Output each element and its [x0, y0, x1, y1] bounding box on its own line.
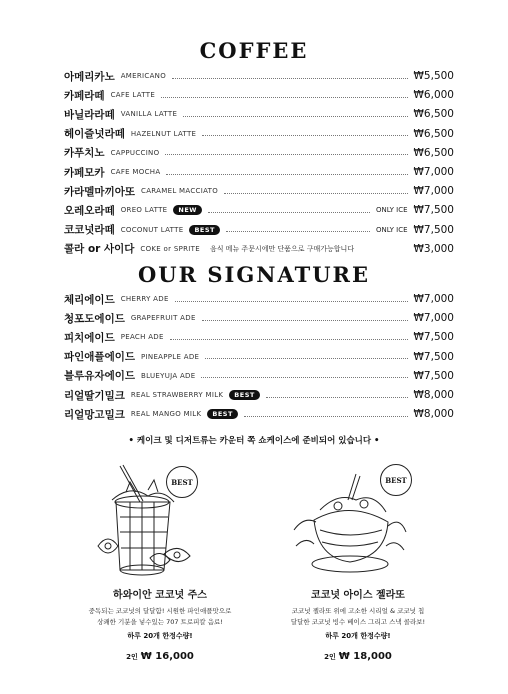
- menu-item-row: [64, 86, 454, 104]
- menu-item-row: [64, 240, 454, 258]
- coffee-section-title: COFFEE: [199, 38, 309, 63]
- product-price-value: ₩ 18,000: [338, 651, 392, 662]
- menu-item-english-name: VANILLA LATTE: [120, 110, 178, 119]
- menu-item-english-name: PINEAPPLE ADE: [141, 352, 200, 361]
- menu-item-korean-name: 오레오라떼: [64, 204, 115, 217]
- menu-item-row: [64, 163, 454, 181]
- menu-item-korean-name: 리얼딸기밀크: [64, 389, 125, 402]
- menu-item-price: ₩7,000: [413, 166, 454, 178]
- product-info-coconut-gelato: [278, 582, 438, 662]
- product-info-coconut-juice: [80, 582, 240, 662]
- dotted-leader: [208, 212, 370, 213]
- product-desc-line: 중독되는 코코넛의 달달함! 시원한 파인애플맛으로: [88, 607, 232, 615]
- menu-item-price: ₩6,500: [413, 146, 454, 159]
- menu-item-row: [64, 309, 454, 327]
- menu-item-note: ONLY ICE: [375, 225, 408, 234]
- menu-item-korean-name: 청포도에이드: [64, 312, 125, 325]
- menu-item-row: [64, 125, 454, 143]
- menu-item-row: [64, 182, 454, 200]
- menu-item-korean-name: 코코넛라떼: [64, 224, 115, 237]
- menu-item-korean-name: 리얼망고밀크: [64, 408, 125, 421]
- product-description: [278, 606, 438, 628]
- menu-item-price: ₩7,500: [413, 369, 454, 382]
- menu-item-english-name: PEACH ADE: [120, 333, 164, 342]
- menu-item-row: [64, 386, 454, 404]
- menu-item-row: [64, 221, 454, 239]
- menu-item-price: ₩8,000: [413, 389, 454, 401]
- menu-item-row: [64, 201, 454, 219]
- menu-item-row: [64, 67, 454, 85]
- product-price-value: ₩ 16,000: [140, 651, 194, 662]
- product-serving: 2인: [126, 653, 138, 661]
- product-limit: 하루 20개 한정수량!: [325, 632, 391, 640]
- menu-item-english-name: COKE or SPRITE: [140, 244, 200, 253]
- menu-item-english-name: CAPPUCCINO: [110, 148, 160, 157]
- menu-item-english-name: CARAMEL MACCIATO: [141, 187, 219, 196]
- menu-item-korean-name: 아메리카노: [64, 70, 115, 83]
- dotted-leader: [202, 135, 407, 136]
- product-desc-line: 상쾌한 기분을 넣수있는 707 트로피칼 음료!: [97, 618, 223, 626]
- menu-item-english-name: BLUEYUJA ADE: [141, 371, 196, 380]
- dotted-leader: [175, 301, 408, 302]
- product-description: [80, 606, 240, 628]
- menu-item-korean-name: 카푸치노: [64, 147, 105, 160]
- menu-item-row: [64, 348, 454, 366]
- menu-item-price: ₩7,000: [413, 293, 454, 305]
- menu-item-price: ₩3,000: [413, 242, 454, 255]
- menu-item-english-name: COCONUT LATTE: [120, 225, 184, 234]
- product-limit: 하루 20개 한정수량!: [127, 632, 193, 640]
- product-desc-line: 달달한 코코넛 빙수 베이스 그리고 스낵 콜라보!: [290, 618, 426, 626]
- product-price: [80, 651, 240, 662]
- menu-item-english-name: OREO LATTE: [120, 206, 168, 215]
- menu-item-price: ₩8,000: [413, 408, 454, 421]
- menu-item-korean-name: 카페라떼: [64, 89, 105, 102]
- menu-item-price: ₩7,000: [413, 312, 454, 325]
- menu-item-price: ₩6,500: [413, 127, 454, 140]
- menu-item-english-name: CAFE MOCHA: [110, 168, 161, 176]
- menu-item-note: 음식 메뉴 주문시에만 단품으로 구매가능합니다: [209, 244, 355, 253]
- dotted-leader: [166, 174, 407, 175]
- menu-item-korean-name: 콜라 or 사이다: [64, 243, 135, 256]
- menu-item-korean-name: 피치에이드: [64, 331, 115, 344]
- product-desc-line: 코코넛 젤라또 위에 고소한 시리얼 & 코코넛 칩: [291, 607, 425, 615]
- menu-item-badge: NEW: [173, 205, 202, 215]
- menu-item-english-name: REAL STRAWBERRY MILK: [130, 391, 224, 399]
- menu-item-english-name: AMERICANO: [120, 72, 167, 80]
- dotted-leader: [266, 397, 408, 398]
- dotted-leader: [202, 320, 408, 321]
- signature-section-title: OUR SIGNATURE: [137, 262, 371, 287]
- menu-item-korean-name: 카페모카: [64, 166, 105, 179]
- product-best-badge: BEST: [166, 466, 198, 498]
- product-price: [278, 651, 438, 662]
- menu-item-note: ONLY ICE: [375, 206, 408, 215]
- menu-item-row: [64, 290, 454, 308]
- menu-item-row: [64, 328, 454, 346]
- menu-item-korean-name: 블루유자에이드: [64, 370, 136, 383]
- menu-item-row: [64, 367, 454, 385]
- menu-item-price: ₩7,500: [413, 350, 454, 363]
- menu-item-row: [64, 105, 454, 123]
- menu-item-korean-name: 헤이즐넛라떼: [64, 128, 125, 141]
- menu-item-english-name: CHERRY ADE: [120, 295, 169, 303]
- dotted-leader: [201, 377, 407, 378]
- product-name: 하와이안 코코넛 주스: [113, 590, 207, 601]
- menu-item-english-name: HAZELNUT LATTE: [130, 129, 197, 138]
- menu-item-price: ₩6,000: [413, 89, 454, 102]
- menu-item-english-name: REAL MANGO MILK: [130, 410, 202, 419]
- menu-item-row: [64, 144, 454, 162]
- menu-item-price: ₩5,500: [413, 70, 454, 82]
- menu-item-badge: BEST: [229, 390, 260, 400]
- menu-item-price: ₩7,500: [413, 223, 454, 236]
- product-serving: 2인: [324, 653, 336, 661]
- menu-item-price: ₩6,500: [413, 108, 454, 121]
- menu-item-korean-name: 파인애플에이드: [64, 351, 136, 364]
- dotted-leader: [161, 97, 407, 98]
- dessert-notice: • 케이크 및 디저트류는 카운터 쪽 쇼케이스에 준비되어 있습니다 •: [128, 436, 380, 446]
- dotted-leader: [224, 193, 408, 194]
- menu-item-korean-name: 체리에이드: [64, 293, 115, 306]
- dotted-leader: [170, 339, 408, 340]
- product-best-badge: BEST: [380, 464, 412, 496]
- menu-item-badge: BEST: [189, 225, 220, 235]
- dotted-leader: [205, 358, 407, 359]
- menu-item-english-name: CAFE LATTE: [110, 91, 156, 100]
- dotted-leader: [172, 78, 408, 79]
- dotted-leader: [244, 416, 408, 417]
- menu-item-badge: BEST: [207, 409, 238, 419]
- menu-item-row: [64, 405, 454, 423]
- dotted-leader: [226, 231, 370, 232]
- product-name: 코코넛 아이스 젤라또: [311, 590, 405, 601]
- menu-item-english-name: GRAPEFRUIT ADE: [130, 314, 196, 323]
- dotted-leader: [165, 154, 407, 155]
- menu-item-korean-name: 카라멜마끼아또: [64, 185, 136, 198]
- dotted-leader: [183, 116, 407, 117]
- menu-item-price: ₩7,000: [413, 185, 454, 198]
- menu-item-price: ₩7,500: [413, 204, 454, 217]
- menu-item-korean-name: 바닐라라떼: [64, 108, 115, 121]
- menu-item-price: ₩7,500: [413, 331, 454, 344]
